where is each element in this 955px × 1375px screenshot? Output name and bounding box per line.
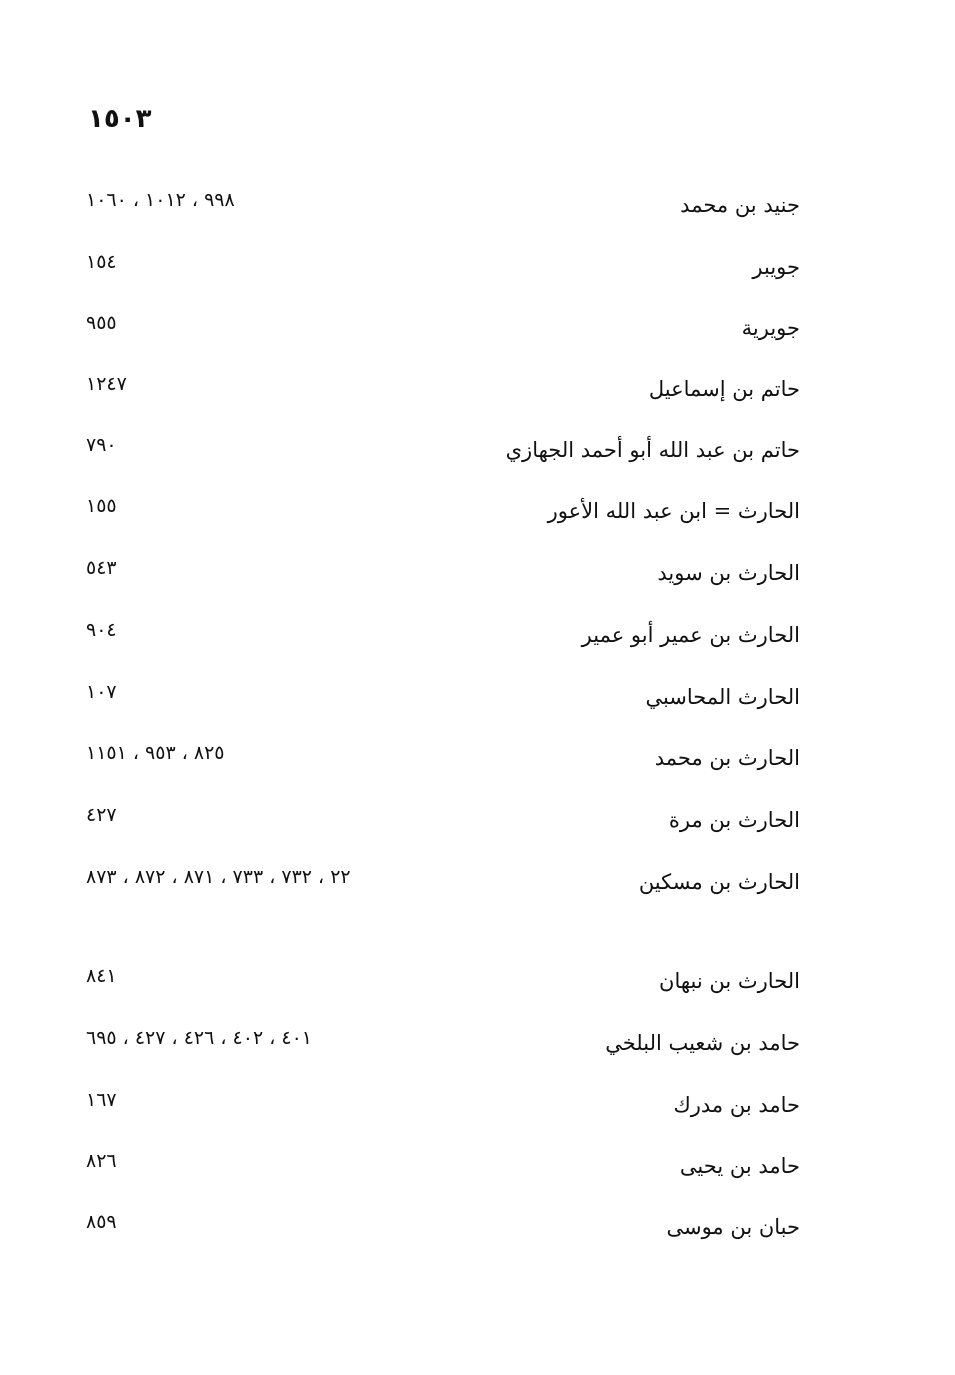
entry-name: حامد بن شعيب البلخي — [605, 1031, 800, 1055]
entry-name: حامد بن يحيى — [679, 1154, 800, 1178]
entry-name: الحارث بن سويد — [657, 561, 800, 585]
entry-name: الحارث المحاسبي — [645, 685, 800, 709]
entry-name: الحارث بن عمير أبو عمير — [581, 623, 800, 647]
entry-name: جويرية — [741, 316, 800, 340]
entry-pages: ٨٥٩ — [86, 1211, 117, 1233]
entry-pages: ٢٢ ، ٧٣٢ ، ٧٣٣ ، ٨٧١ ، ٨٧٢ ، ٨٧٣ — [86, 866, 351, 888]
entry-pages: ٥٤٣ — [86, 557, 117, 579]
entry-name: جويبر — [752, 255, 800, 279]
entry-pages: ١٠٧ — [86, 681, 117, 703]
entry-pages: ٨٢٥ ، ٩٥٣ ، ١١٥١ — [86, 742, 225, 764]
entry-pages: ٨٢٦ — [86, 1150, 117, 1172]
entry-pages: ١٥٤ — [86, 251, 117, 273]
entry-name: الحارث بن مسكين — [638, 870, 800, 894]
entry-pages: ٧٩٠ — [86, 434, 117, 456]
entry-pages: ١٥٥ — [86, 495, 117, 517]
entry-name: حامد بن مدرك — [673, 1093, 800, 1117]
entry-pages: ٤٠١ ، ٤٠٢ ، ٤٢٦ ، ٤٢٧ ، ٦٩٥ — [86, 1027, 312, 1049]
entry-pages: ٩٩٨ ، ١٠١٢ ، ١٠٦٠ — [86, 189, 235, 211]
entry-pages: ٩٠٤ — [86, 619, 117, 641]
entry-pages: ٤٢٧ — [86, 804, 117, 826]
entry-name: حاتم بن إسماعيل — [648, 377, 800, 401]
entry-pages: ٨٤١ — [86, 965, 117, 987]
entry-name: جنيد بن محمد — [680, 193, 800, 217]
entry-pages: ٩٥٥ — [86, 312, 117, 334]
entry-name: الحارث بن نبهان — [659, 969, 800, 993]
entry-pages: ١٦٧ — [86, 1089, 117, 1111]
entry-pages: ١٢٤٧ — [86, 373, 127, 395]
entry-name: الحارث بن مرة — [668, 808, 800, 832]
entry-name: الحارث = ابن عبد الله الأعور — [547, 499, 800, 523]
page-number: ١٥٠٣ — [88, 104, 152, 134]
entry-name: حاتم بن عبد الله أبو أحمد الجهازي — [505, 438, 800, 462]
entry-name: حبان بن موسى — [666, 1215, 800, 1239]
entry-name: الحارث بن محمد — [654, 746, 800, 770]
